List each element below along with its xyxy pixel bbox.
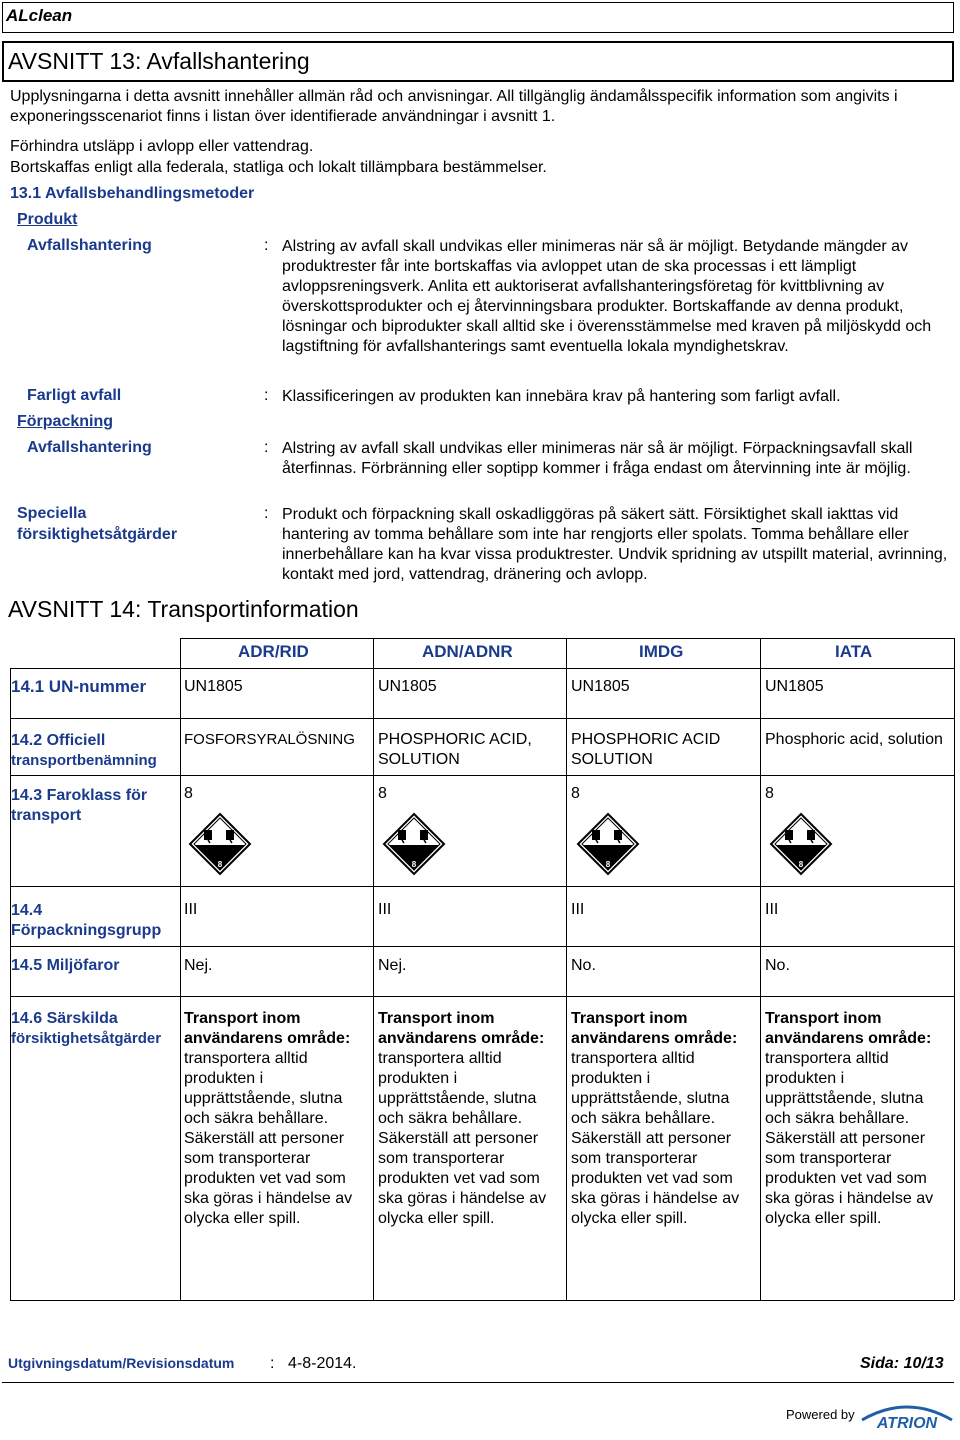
special-precautions-bold: Transport inom användarens område:	[765, 1010, 932, 1047]
atrion-logo-icon	[858, 1398, 956, 1430]
footer-page-number: Sida: 10/13	[860, 1355, 944, 1372]
speciella-value: Produkt och förpackning skall oskadliggöras på säkert sätt. Försiktighet skall iakttas vid hantering av tomma behållare som inte har rengjorts eller spolats. Tomma behållare eller innerbehållare kan ha kvar vissa produktrester. Undvik spridning av utspillt material, avrinning, kontakt med jord, vattendrag, dränering och avlopp.	[282, 506, 948, 583]
table-rule	[180, 638, 954, 639]
table-rule	[10, 1300, 954, 1301]
colon: :	[264, 387, 269, 404]
corrosive-pictogram-icon	[188, 812, 252, 876]
special-precautions-bold: Transport inom användarens område:	[378, 1010, 545, 1047]
row-label-packing-group-1: 14.4	[11, 902, 43, 919]
special-precautions-bold: Transport inom användarens område:	[571, 1010, 738, 1047]
row-label-special-precautions-2: försiktighetsåtgärder	[11, 1030, 162, 1047]
footer-rule	[2, 1382, 954, 1383]
table-rule	[566, 638, 567, 1300]
farligt-avfall-label: Farligt avfall	[27, 387, 122, 404]
section-13-subheading: 13.1 Avfallsbehandlingsmetoder	[10, 185, 255, 202]
footer-revision-label: Utgivningsdatum/Revisionsdatum	[8, 1355, 235, 1371]
corrosive-pictogram-icon	[382, 812, 446, 876]
env-hazard-iata: No.	[765, 957, 790, 974]
footer-date: 4-8-2014.	[288, 1355, 357, 1372]
section-14-title: AVSNITT 14: Transportinformation	[8, 596, 359, 622]
pictogram-number: 8	[605, 860, 611, 869]
section-13-line-2: Bortskaffas enligt alla federala, statliga och lokalt tillämpbara bestämmelser.	[10, 159, 547, 176]
section-13-line-1: Förhindra utsläpp i avlopp eller vattendrag.	[10, 138, 314, 155]
table-rule	[10, 718, 954, 719]
row-label-shipping-name-2: transportbenämning	[11, 752, 157, 769]
special-precautions-text: transportera alltid produkten i upprättstående, slutna och säkra behållare. Säkerställ att personer som transporterar produkten vet vad som ska göras i händelse av olycka eller spill.	[184, 1050, 353, 1227]
column-header-adn-adnr: ADN/ADNR	[422, 642, 513, 661]
document-title: ALclean	[6, 6, 73, 25]
section-13-title: AVSNITT 13: Avfallshantering	[8, 48, 310, 74]
row-label-un-number: 14.1 UN-nummer	[11, 677, 147, 696]
speciella-label-1: Speciella	[17, 505, 87, 522]
section-13-intro: Upplysningarna i detta avsnitt innehåller allmän råd och anvisningar. All tillgänglig ändamålsspecifik information som angivits i exponeringsscenariot finns i listan över identifierade användningar i avsnitt 1.	[10, 88, 898, 125]
hazard-class-imdg: 8	[571, 785, 580, 802]
hazard-class-iata: 8	[765, 785, 774, 802]
row-label-env-hazard: 14.5 Miljöfaror	[11, 957, 120, 974]
corrosive-pictogram-icon	[769, 812, 833, 876]
special-precautions-iata	[765, 1009, 945, 1229]
packing-group-adr: III	[184, 901, 198, 918]
table-rule	[954, 638, 955, 1300]
env-hazard-adn: Nej.	[378, 957, 407, 974]
table-rule	[373, 638, 374, 1300]
avfallshantering-forpackning-value: Alstring av avfall skall undvikas eller minimeras när så är möjligt. Förpackningsavfall skall återfinnas. Förbränning eller soptipp kommer i fråga endast om återvinning inte är möjlig.	[282, 440, 913, 477]
pictogram-number: 8	[411, 860, 417, 869]
table-rule	[10, 996, 954, 997]
shipping-name-iata: Phosphoric acid, solution	[765, 731, 943, 748]
atrion-brand-text: ATRION	[876, 1415, 938, 1430]
speciella-label-2: försiktighetsåtgärder	[17, 526, 178, 543]
shipping-name-imdg: PHOSPHORIC ACID SOLUTION	[571, 731, 721, 768]
header-bar	[2, 2, 954, 33]
special-precautions-adn	[378, 1009, 558, 1229]
avfallshantering-forpackning-label: Avfallshantering	[27, 439, 152, 456]
un-number-iata: UN1805	[765, 678, 824, 695]
shipping-name-adr: FOSFORSYRALÖSNING	[184, 731, 355, 748]
packing-group-adn: III	[378, 901, 392, 918]
powered-by-text: Powered by	[786, 1407, 855, 1422]
special-precautions-bold: Transport inom användarens område:	[184, 1010, 351, 1047]
colon: :	[264, 439, 269, 456]
forpackning-heading: Förpackning	[17, 413, 114, 430]
table-rule	[760, 638, 761, 1300]
env-hazard-adr: Nej.	[184, 957, 213, 974]
table-rule	[180, 638, 181, 1300]
column-header-imdg: IMDG	[639, 642, 684, 661]
avfallshantering-produkt-label: Avfallshantering	[27, 237, 152, 254]
special-precautions-text: transportera alltid produkten i upprättstående, slutna och säkra behållare. Säkerställ att personer som transporterar produkten vet vad som ska göras i händelse av olycka eller spill.	[571, 1050, 740, 1227]
farligt-avfall-value: Klassificeringen av produkten kan innebära krav på hantering som farligt avfall.	[282, 388, 841, 405]
produkt-heading: Produkt	[17, 211, 78, 228]
pictogram-number: 8	[798, 860, 804, 869]
un-number-adr: UN1805	[184, 678, 243, 695]
colon: :	[264, 505, 269, 522]
corrosive-pictogram-icon	[576, 812, 640, 876]
footer-colon: :	[270, 1355, 275, 1372]
row-label-hazard-class-1: 14.3 Faroklass för	[11, 787, 148, 804]
row-label-packing-group-2: Förpackningsgrupp	[11, 922, 162, 939]
special-precautions-text: transportera alltid produkten i upprättstående, slutna och säkra behållare. Säkerställ att personer som transporterar produkten vet vad som ska göras i händelse av olycka eller spill.	[378, 1050, 547, 1227]
hazard-class-adn: 8	[378, 785, 387, 802]
row-label-shipping-name-1: 14.2 Officiell	[11, 732, 106, 749]
special-precautions-imdg	[571, 1009, 751, 1229]
packing-group-iata: III	[765, 901, 779, 918]
hazard-class-adr: 8	[184, 785, 193, 802]
row-label-special-precautions-1: 14.6 Särskilda	[11, 1010, 118, 1027]
un-number-imdg: UN1805	[571, 678, 630, 695]
shipping-name-adn: PHOSPHORIC ACID, SOLUTION	[378, 731, 532, 768]
table-rule	[10, 668, 954, 669]
colon: :	[264, 237, 269, 254]
pictogram-number: 8	[217, 860, 223, 869]
column-header-adr-rid: ADR/RID	[238, 642, 309, 661]
column-header-iata: IATA	[835, 642, 873, 661]
un-number-adn: UN1805	[378, 678, 437, 695]
special-precautions-adr	[184, 1009, 364, 1229]
packing-group-imdg: III	[571, 901, 585, 918]
table-rule	[10, 946, 954, 947]
table-rule	[10, 775, 954, 776]
table-rule	[10, 886, 954, 887]
special-precautions-text: transportera alltid produkten i upprättstående, slutna och säkra behållare. Säkerställ att personer som transporterar produkten vet vad som ska göras i händelse av olycka eller spill.	[765, 1050, 934, 1227]
avfallshantering-produkt-value: Alstring av avfall skall undvikas eller minimeras när så är möjligt. Betydande mängder av produktrester får inte bortskaffas via avloppet utan de ska processas i ett lämpligt avloppsreningsverk. Anlita ett auktoriserat avfallshanteringsföretag för kvittblivning av överskottsprodukter och ej återvinningsbara produkter. Bortskaffande av denna produkt, lösningar och biprodukter skall alltid ske i överensstämmelse med kraven på miljöskydd och lagstiftning för avfallshanterings samt eventuella lokala myndighetskrav.	[282, 238, 932, 355]
row-label-hazard-class-2: transport	[11, 807, 82, 824]
env-hazard-imdg: No.	[571, 957, 596, 974]
